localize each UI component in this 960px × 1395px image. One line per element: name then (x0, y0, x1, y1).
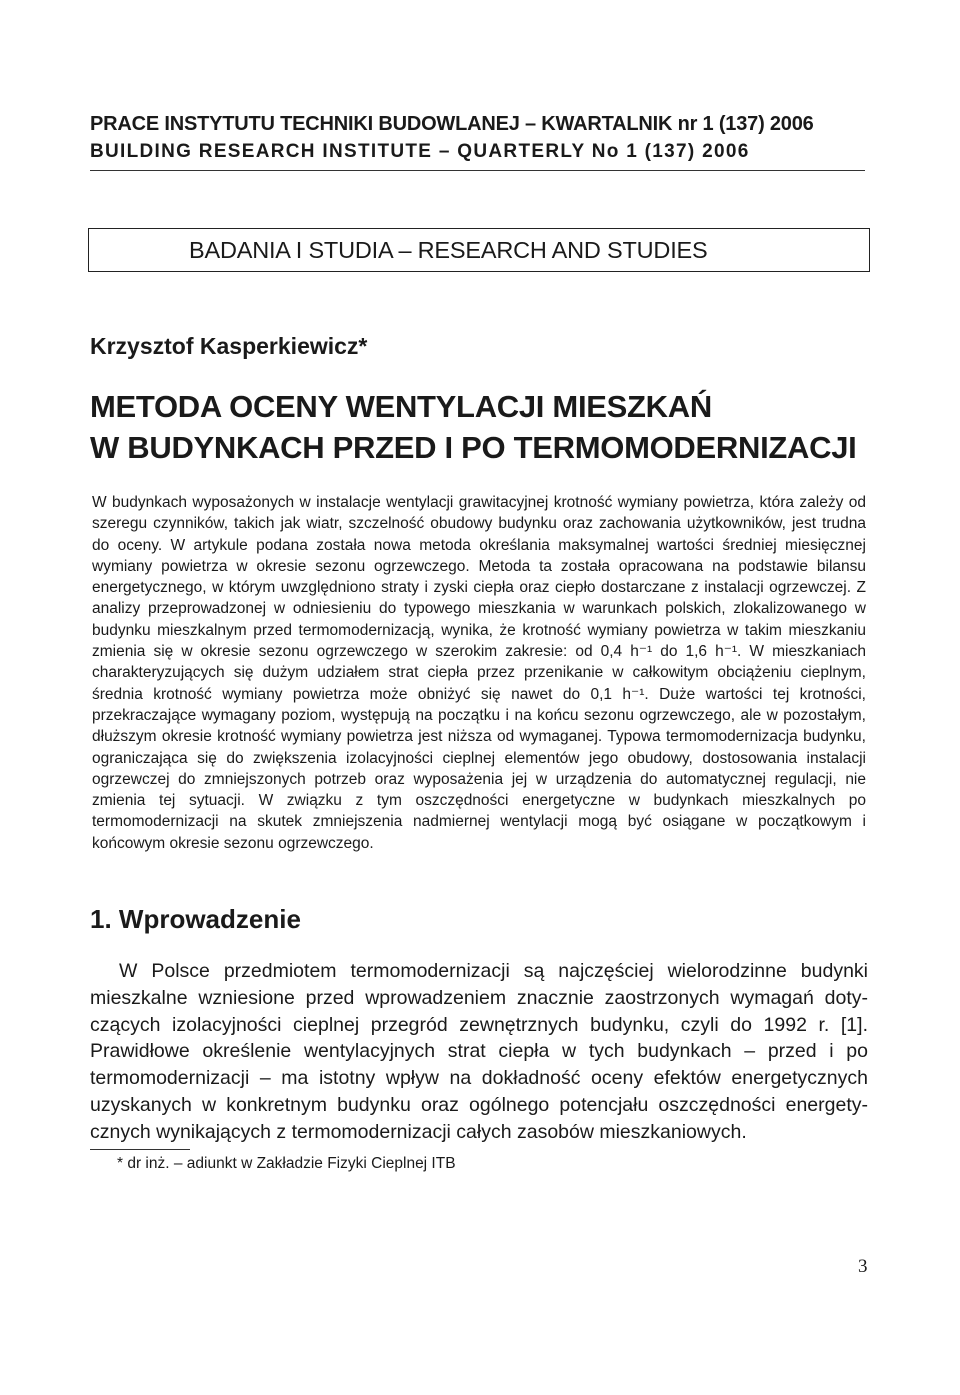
section-heading: 1. Wprowadzenie (90, 904, 301, 934)
footnote: * dr inż. – adiunkt w Zakładzie Fizyki Cieplnej ITB (117, 1155, 456, 1172)
abstract-text: W budynkach wyposażonych w instalacje wentylacji grawitacyjnej krotność wymiany powietrza, która zależy od szeregu czynników, takich jak wiatr, szczelność obudowy budynku oraz zachowania użytkowników, jest trudna do oceny. W artykule podana została nowa metoda określania maksymalnej wartości średniej miesięcznej wymiany powietrza w okresie sezonu ogrzewczego. Metoda ta została opracowana na podstawie bilansu energetycznego, w którym uwzględniono straty i zyski ciepła oraz ciepło dostarczane z instalacji ogrzewczej. Z analizy przeprowadzonej w odniesieniu do typowego mieszkania w warunkach polskich, zlokalizowanego w budynku mieszkalnym przed termomodernizacją, wynika, że krotność wymiany powietrza w takim mieszkaniu zmienia się w okresie sezonu ogrzewczego w szerokim zakresie: od 0,4 h⁻¹ do 1,6 h⁻¹. W mieszkaniach charakteryzujących się dużym udziałem strat ciepła przez przenikanie w całkowitym obciążeniu cieplnym, średnia krotność wymiany powietrza może obniżyć się nawet do 0,1 h⁻¹. Duże wartości tej krotności, przekraczające wymagany poziom, występują na początku i na końcu sezonu ogrzewczego, ale w pozostałym, dłuższym okresie krotność wymiany powietrza jest niższa od wymaganej. Typowa termomodernizacja budynku, ograniczająca się do zwiększenia izolacyjności cieplnej elementów jego obudowy, dostosowania instalacji ogrzewczej do zmniejszonych potrzeb oraz wyposażenia jej w urządzenia do automatycznej regulacji, nie zmienia tej sytuacji. W związku z tym oszczędności energetyczne w budynkach mieszkalnych po termomodernizacji na skutek zmniejszenia nadmiernej wentylacji mogą być osiągane w początkowym i końcowym okresie sezonu ogrzewczego. (92, 494, 866, 852)
header-rule (90, 170, 865, 171)
article-title-line-1: METODA OCENY WENTYLACJI MIESZKAŃ (90, 389, 712, 424)
article-abstract (92, 492, 866, 854)
article-title-line-2: W BUDYNKACH PRZED I PO TERMOMODERNIZACJI (90, 430, 857, 465)
article-title (90, 386, 890, 468)
section-label: BADANIA I STUDIA – RESEARCH AND STUDIES (189, 237, 708, 263)
page-number: 3 (858, 1256, 868, 1277)
section-body (90, 958, 868, 1146)
journal-title-polish: PRACE INSTYTUTU TECHNIKI BUDOWLANEJ – KWARTALNIK nr 1 (137) 2006 (90, 113, 814, 135)
article-author: Krzysztof Kasperkiewicz* (90, 333, 368, 359)
footnote-rule (90, 1149, 190, 1150)
journal-title-english: BUILDING RESEARCH INSTITUTE – QUARTERLY No 1 (137) 2006 (90, 141, 750, 162)
section-banner (88, 228, 870, 272)
body-paragraph: W Polsce przedmiotem termomodernizacji są najczęściej wielorodzinne budynki mieszkalne wzniesione przed wprowadzeniem znacznie zaostrzonych wymagań dotyczących izolacyjności cieplnej przegród zewnętrznych budynku, czyli do 1992 r. [1]. Prawidłowe określenie wentylacyjnych strat ciepła w tych budynkach – przed i po termomodernizacji – ma istotny wpływ na dokładność oceny efektów energetycznych uzyskanych w konkretnym budynku oraz ogólnego potencjału oszczędności energetycznych wynikających z termomodernizacji całych zasobów mieszkaniowych. (90, 960, 868, 1143)
